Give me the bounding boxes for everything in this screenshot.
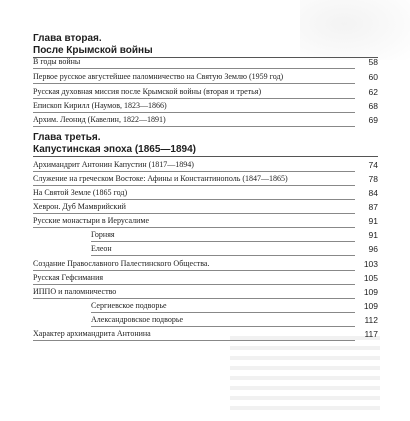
entry-title: Русская Гефсимания: [33, 273, 104, 282]
entry-page: 74: [368, 160, 378, 170]
entry-page: 103: [363, 259, 378, 269]
entry-page: 68: [368, 101, 378, 111]
entry-page: 96: [368, 244, 378, 254]
background-illustration: [300, 0, 410, 60]
entry-page: 112: [364, 315, 378, 325]
toc-entry-sub[interactable]: [33, 243, 378, 256]
chapter-subtitle: После Крымской войны: [33, 45, 153, 56]
toc-entry[interactable]: [33, 159, 378, 172]
toc-entry-sub[interactable]: [33, 300, 378, 313]
entry-title: Первое русское августейшее паломничество на Святую Землю (1959 год): [33, 72, 284, 81]
entry-title: Русская духовная миссия после Крымской войны (вторая и третья): [33, 87, 262, 96]
toc-entry[interactable]: [33, 286, 378, 299]
chapter-title: Глава вторая.: [33, 33, 102, 44]
chapter-subtitle: Капустинская эпоха (1865—1894): [33, 144, 197, 155]
toc-entry[interactable]: [33, 56, 378, 69]
entry-title: Горняя: [91, 230, 115, 239]
entry-page: 109: [363, 287, 378, 297]
toc-entry[interactable]: [33, 272, 378, 285]
toc-entry[interactable]: [33, 187, 378, 200]
toc-entry[interactable]: [33, 215, 378, 228]
background-faded-text: [230, 330, 380, 421]
entry-title: Создание Православного Палестинского Общества.: [33, 259, 210, 268]
toc-entry[interactable]: [33, 258, 378, 271]
chapter-rule: [33, 156, 378, 157]
entry-title: Сергиевское подворье: [91, 301, 167, 310]
entry-page: 58: [368, 57, 378, 67]
entry-page: 91: [368, 230, 378, 240]
entry-title: На Святой Земле (1865 год): [33, 188, 128, 197]
entry-page: 91: [368, 216, 378, 226]
entry-page: 62: [368, 87, 378, 97]
entry-title: Характер архимандрита Антонина: [33, 329, 151, 338]
toc-entry-sub[interactable]: [33, 314, 378, 327]
entry-title: Елеон: [91, 244, 112, 253]
entry-title: Русские монастыри в Иерусалиме: [33, 216, 150, 225]
entry-title: Александровское подворье: [91, 315, 184, 324]
toc-entry-sub[interactable]: [33, 229, 378, 242]
entry-page: 84: [368, 188, 378, 198]
entry-page: 87: [368, 202, 378, 212]
toc-entry[interactable]: [33, 201, 378, 214]
toc-entry[interactable]: [33, 71, 378, 84]
entry-title: Архимандрит Антонин Капустин (1817—1894): [33, 160, 194, 169]
chapter-heading: [33, 33, 153, 57]
entry-page: 109: [363, 301, 378, 311]
entry-title: Архим. Леонид (Кавелин, 1822—1891): [33, 115, 166, 124]
entry-page: 78: [368, 174, 378, 184]
entry-page: 117: [364, 329, 378, 339]
entry-page: 105: [363, 273, 378, 283]
toc-entry[interactable]: [33, 100, 378, 113]
entry-title: В годы войны: [33, 57, 81, 66]
toc-entry[interactable]: [33, 114, 378, 127]
chapter-title: Глава третья.: [33, 132, 101, 143]
entry-page: 69: [368, 115, 378, 125]
entry-title: Епископ Кирилл (Наумов, 1823—1866): [33, 101, 167, 110]
entry-title: ИППО и паломничество: [33, 287, 117, 296]
entry-page: 60: [368, 72, 378, 82]
toc-entry[interactable]: [33, 86, 378, 99]
toc-entry[interactable]: [33, 328, 378, 341]
toc-entry[interactable]: [33, 173, 378, 186]
chapter-heading: [33, 132, 196, 156]
entry-title: Хеврон. Дуб Мамврийский: [33, 202, 126, 211]
entry-title: Служение на греческом Востоке: Афины и Константинополь (1847—1865): [33, 174, 288, 183]
